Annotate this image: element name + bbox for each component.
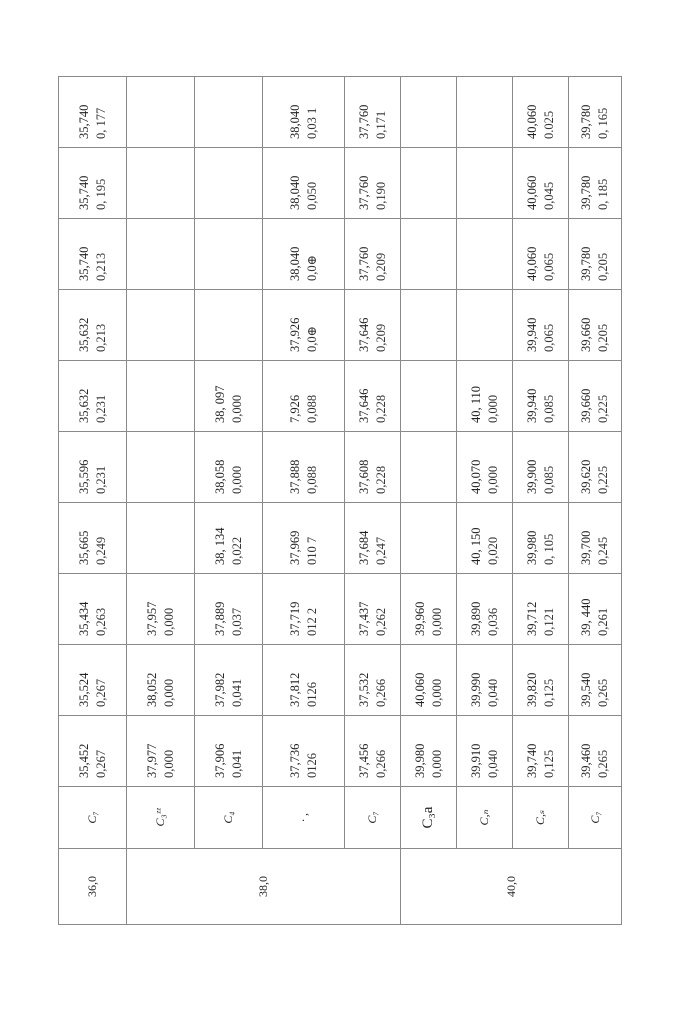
value-cell <box>401 290 457 361</box>
cell-value-primary: 39,620 <box>579 459 593 494</box>
cell-value-secondary: 0,263 <box>93 607 108 636</box>
cell-value-primary: 37,982 <box>212 672 227 707</box>
cell-value-secondary: 0,041 <box>229 749 244 778</box>
cell-value-primary: 35,596 <box>76 459 91 494</box>
cell-value-primary: 7,926 <box>287 394 302 423</box>
cell-value-primary: 39,780 <box>579 104 593 139</box>
value-cell <box>513 716 569 787</box>
cell-value-primary: 40,060 <box>524 246 539 281</box>
cell-value-secondary: 0,209 <box>373 323 388 352</box>
cell-value-secondary: 0,000 <box>161 607 176 636</box>
group-label: 40,0 <box>401 849 622 925</box>
cell-value-primary: 40,070 <box>468 459 483 494</box>
cell-value-secondary: 0,000 <box>485 465 500 494</box>
cell-value-primary: 37,812 <box>287 672 302 707</box>
cell-value-secondary: 0, 165 <box>596 107 610 139</box>
cell-value-primary: 37,906 <box>212 743 227 778</box>
cell-value-secondary: 0,225 <box>596 394 610 423</box>
cell-value-primary: 37,957 <box>144 601 159 636</box>
cell-value-secondary: 0,000 <box>485 394 500 423</box>
cell-value-secondary: 0,267 <box>93 678 108 707</box>
cell-value-secondary: 0,03 1 <box>304 107 319 139</box>
cell-value-primary: 39,990 <box>468 672 483 707</box>
cell-value-secondary: 0,085 <box>541 394 556 423</box>
cell-value-primary: 39, 440 <box>579 598 593 636</box>
row-label: · , <box>263 787 345 849</box>
cell-value-primary: 35,524 <box>76 672 91 707</box>
cell-value-primary: 37,437 <box>356 601 371 636</box>
value-cell <box>59 432 127 503</box>
value-cell <box>345 503 401 574</box>
cell-value-primary: 35,740 <box>76 246 91 281</box>
cell-value-secondary: 0, 185 <box>596 178 610 210</box>
row-label: C,ₙ <box>457 787 513 849</box>
cell-value-primary: 37,646 <box>356 317 371 352</box>
cell-value-secondary: 0,121 <box>541 607 556 636</box>
cell-value-secondary: 0,261 <box>596 607 610 636</box>
value-cell <box>59 219 127 290</box>
cell-value-secondary: 0,265 <box>596 678 610 707</box>
cell-value-secondary: 0,000 <box>429 607 444 636</box>
cell-value-secondary: 012 2 <box>304 607 319 636</box>
cell-value-primary: 38,040 <box>287 104 302 139</box>
cell-value-primary: 35,452 <box>76 743 91 778</box>
value-cell <box>513 574 569 645</box>
value-cell <box>569 574 622 645</box>
value-cell <box>127 432 195 503</box>
cell-value-secondary: 0.025 <box>541 110 556 139</box>
value-cell <box>513 503 569 574</box>
value-cell <box>457 77 513 148</box>
value-cell <box>195 574 263 645</box>
cell-value-secondary: 0,265 <box>596 749 610 778</box>
cell-value-secondary: 0,267 <box>93 749 108 778</box>
cell-value-primary: 39,940 <box>524 317 539 352</box>
row-label: C,ₛ <box>513 787 569 849</box>
value-cell <box>127 645 195 716</box>
cell-value-secondary: 0,000 <box>429 749 444 778</box>
cell-value-secondary: 0,0⊕ <box>304 325 319 352</box>
cell-value-primary: 35,632 <box>76 388 91 423</box>
table-row <box>345 77 401 925</box>
table-body <box>59 77 622 925</box>
value-cell <box>569 432 622 503</box>
value-cell <box>195 432 263 503</box>
value-cell <box>457 716 513 787</box>
value-cell <box>59 77 127 148</box>
value-cell <box>195 148 263 219</box>
row-label: C₇ <box>569 787 622 849</box>
value-cell <box>127 219 195 290</box>
value-cell <box>263 290 345 361</box>
cell-value-primary: 38,052 <box>144 672 159 707</box>
value-cell <box>263 645 345 716</box>
cell-value-primary: 37,719 <box>287 601 302 636</box>
cell-value-secondary: 0,088 <box>304 465 319 494</box>
value-cell <box>401 219 457 290</box>
value-cell <box>401 77 457 148</box>
value-cell <box>513 219 569 290</box>
value-cell <box>513 432 569 503</box>
cell-value-secondary: 0,262 <box>373 607 388 636</box>
cell-value-primary: 35,632 <box>76 317 91 352</box>
cell-value-secondary: 010 7 <box>304 536 319 565</box>
value-cell <box>127 574 195 645</box>
cell-value-secondary: 0,231 <box>93 394 108 423</box>
cell-value-secondary: 0,225 <box>596 465 610 494</box>
value-cell <box>59 503 127 574</box>
cell-value-primary: 38,040 <box>287 246 302 281</box>
value-cell <box>345 574 401 645</box>
cell-value-secondary: 0,040 <box>485 678 500 707</box>
value-cell <box>345 432 401 503</box>
table-row <box>127 77 195 925</box>
value-cell <box>513 77 569 148</box>
cell-value-primary: 35,665 <box>76 530 91 565</box>
cell-value-primary: 35,740 <box>76 175 91 210</box>
cell-value-secondary: 0,245 <box>596 536 610 565</box>
cell-value-secondary: 0126 <box>304 682 319 707</box>
cell-value-primary: 40, 110 <box>468 385 483 423</box>
value-cell <box>195 219 263 290</box>
value-cell <box>345 148 401 219</box>
value-cell <box>195 361 263 432</box>
value-cell <box>345 645 401 716</box>
table-row <box>263 77 345 925</box>
value-cell <box>345 219 401 290</box>
value-cell <box>457 645 513 716</box>
cell-value-primary: 37,760 <box>356 246 371 281</box>
value-cell <box>195 290 263 361</box>
cell-value-secondary: 0,213 <box>93 252 108 281</box>
cell-value-primary: 37,608 <box>356 459 371 494</box>
cell-value-secondary: 0, 177 <box>93 107 108 139</box>
cell-value-secondary: 0,205 <box>596 323 610 352</box>
value-cell <box>401 432 457 503</box>
data-table <box>58 76 622 925</box>
row-label: C₄ <box>195 787 263 849</box>
cell-value-secondary: 0,036 <box>485 607 500 636</box>
cell-value-primary: 37,456 <box>356 743 371 778</box>
value-cell <box>195 645 263 716</box>
cell-value-secondary: 0, 195 <box>93 178 108 210</box>
value-cell <box>263 361 345 432</box>
cell-value-secondary: 0,000 <box>229 394 244 423</box>
row-label: C₇ <box>345 787 401 849</box>
value-cell <box>569 503 622 574</box>
row-label: C₃ᶻᶻ <box>127 787 195 849</box>
cell-value-secondary: 0,171 <box>373 110 388 139</box>
cell-value-secondary: 0,247 <box>373 536 388 565</box>
cell-value-primary: 35,740 <box>76 104 91 139</box>
value-cell <box>195 503 263 574</box>
value-cell <box>569 219 622 290</box>
cell-value-secondary: 0,228 <box>373 394 388 423</box>
cell-value-secondary: 0, 105 <box>541 533 556 565</box>
cell-value-primary: 39,700 <box>579 530 593 565</box>
value-cell <box>457 290 513 361</box>
row-label: C₇ <box>59 787 127 849</box>
value-cell <box>263 219 345 290</box>
value-cell <box>59 645 127 716</box>
value-cell <box>569 290 622 361</box>
cell-value-secondary: 0,209 <box>373 252 388 281</box>
value-cell <box>513 645 569 716</box>
cell-value-primary: 37,926 <box>287 317 302 352</box>
cell-value-primary: 39,820 <box>524 672 539 707</box>
cell-value-secondary: 0,266 <box>373 678 388 707</box>
cell-value-secondary: 0,190 <box>373 181 388 210</box>
cell-value-primary: 39,660 <box>579 388 593 423</box>
value-cell <box>263 432 345 503</box>
value-cell <box>401 503 457 574</box>
cell-value-secondary: 0,000 <box>429 678 444 707</box>
cell-value-primary: 39,460 <box>579 743 593 778</box>
value-cell <box>127 361 195 432</box>
cell-value-primary: 37,760 <box>356 175 371 210</box>
value-cell <box>127 290 195 361</box>
rotated-table-wrapper <box>58 77 621 925</box>
value-cell <box>457 148 513 219</box>
cell-value-primary: 40, 150 <box>468 527 483 565</box>
cell-value-secondary: 0,088 <box>304 394 319 423</box>
cell-value-secondary: 0,000 <box>161 749 176 778</box>
cell-value-secondary: 0,205 <box>596 252 610 281</box>
value-cell <box>513 148 569 219</box>
cell-value-secondary: 0,000 <box>229 465 244 494</box>
value-cell <box>195 77 263 148</box>
cell-value-secondary: 0,040 <box>485 749 500 778</box>
value-cell <box>457 361 513 432</box>
cell-value-primary: 39,740 <box>524 743 539 778</box>
cell-value-primary: 38, 134 <box>212 527 227 565</box>
value-cell <box>59 290 127 361</box>
cell-value-secondary: 0,213 <box>93 323 108 352</box>
table-row <box>513 77 569 925</box>
cell-value-secondary: 0,037 <box>229 607 244 636</box>
cell-value-secondary: 0,085 <box>541 465 556 494</box>
value-cell <box>59 148 127 219</box>
cell-value-primary: 37,646 <box>356 388 371 423</box>
cell-value-primary: 39,660 <box>579 317 593 352</box>
value-cell <box>59 574 127 645</box>
cell-value-secondary: 0,125 <box>541 749 556 778</box>
value-cell <box>345 290 401 361</box>
value-cell <box>457 503 513 574</box>
value-cell <box>569 361 622 432</box>
cell-value-primary: 37,684 <box>356 530 371 565</box>
cell-value-primary: 37,888 <box>287 459 302 494</box>
value-cell <box>263 148 345 219</box>
cell-value-secondary: 0,0⊕ <box>304 254 319 281</box>
value-cell <box>401 148 457 219</box>
cell-value-secondary: 0,228 <box>373 465 388 494</box>
value-cell <box>513 290 569 361</box>
value-cell <box>401 361 457 432</box>
value-cell <box>569 77 622 148</box>
value-cell <box>457 219 513 290</box>
value-cell <box>263 716 345 787</box>
value-cell <box>127 148 195 219</box>
value-cell <box>569 716 622 787</box>
value-cell <box>401 716 457 787</box>
value-cell <box>263 574 345 645</box>
cell-value-primary: 37,889 <box>212 601 227 636</box>
cell-value-primary: 39,780 <box>579 246 593 281</box>
value-cell <box>345 716 401 787</box>
table-row <box>401 77 457 925</box>
cell-value-secondary: 0,065 <box>541 252 556 281</box>
table-row <box>457 77 513 925</box>
cell-value-secondary: 0,125 <box>541 678 556 707</box>
value-cell <box>263 503 345 574</box>
cell-value-primary: 39,890 <box>468 601 483 636</box>
cell-value-secondary: 0,249 <box>93 536 108 565</box>
cell-value-primary: 37,736 <box>287 743 302 778</box>
cell-value-primary: 38,040 <box>287 175 302 210</box>
cell-value-primary: 35,434 <box>76 601 91 636</box>
cell-value-primary: 39,960 <box>412 601 427 636</box>
cell-value-primary: 37,969 <box>287 530 302 565</box>
cell-value-primary: 40,060 <box>524 175 539 210</box>
value-cell <box>59 716 127 787</box>
cell-value-secondary: 0,045 <box>541 181 556 210</box>
value-cell <box>263 77 345 148</box>
cell-value-primary: 37,977 <box>144 743 159 778</box>
value-cell <box>195 716 263 787</box>
cell-value-primary: 40,060 <box>524 104 539 139</box>
group-label: 38,0 <box>127 849 401 925</box>
cell-value-primary: 39,980 <box>412 743 427 778</box>
value-cell <box>59 361 127 432</box>
value-cell <box>401 574 457 645</box>
cell-value-secondary: 0,000 <box>161 678 176 707</box>
row-label: C₃a <box>401 787 457 849</box>
value-cell <box>569 645 622 716</box>
cell-value-primary: 39,900 <box>524 459 539 494</box>
cell-value-primary: 39,540 <box>579 672 593 707</box>
value-cell <box>345 361 401 432</box>
value-cell <box>513 361 569 432</box>
value-cell <box>401 645 457 716</box>
cell-value-secondary: 0,041 <box>229 678 244 707</box>
cell-value-primary: 37,532 <box>356 672 371 707</box>
cell-value-primary: 39,980 <box>524 530 539 565</box>
cell-value-secondary: 0126 <box>304 753 319 778</box>
cell-value-primary: 40,060 <box>412 672 427 707</box>
cell-value-primary: 39,910 <box>468 743 483 778</box>
cell-value-secondary: 0,022 <box>229 536 244 565</box>
table-row <box>195 77 263 925</box>
value-cell <box>457 574 513 645</box>
value-cell <box>127 77 195 148</box>
value-cell <box>127 503 195 574</box>
cell-value-secondary: 0,231 <box>93 465 108 494</box>
cell-value-secondary: 0,020 <box>485 536 500 565</box>
table-row <box>569 77 622 925</box>
cell-value-secondary: 0,050 <box>304 181 319 210</box>
cell-value-primary: 39,780 <box>579 175 593 210</box>
value-cell <box>569 148 622 219</box>
group-label: 36,0 <box>59 849 127 925</box>
cell-value-secondary: 0,266 <box>373 749 388 778</box>
cell-value-primary: 38, 097 <box>212 385 227 423</box>
cell-value-primary: 39,712 <box>524 601 539 636</box>
cell-value-secondary: 0,065 <box>541 323 556 352</box>
value-cell <box>127 716 195 787</box>
value-cell <box>345 77 401 148</box>
table-row <box>59 77 127 925</box>
cell-value-primary: 37,760 <box>356 104 371 139</box>
cell-value-primary: 38,058 <box>212 459 227 494</box>
cell-value-primary: 39,940 <box>524 388 539 423</box>
value-cell <box>457 432 513 503</box>
